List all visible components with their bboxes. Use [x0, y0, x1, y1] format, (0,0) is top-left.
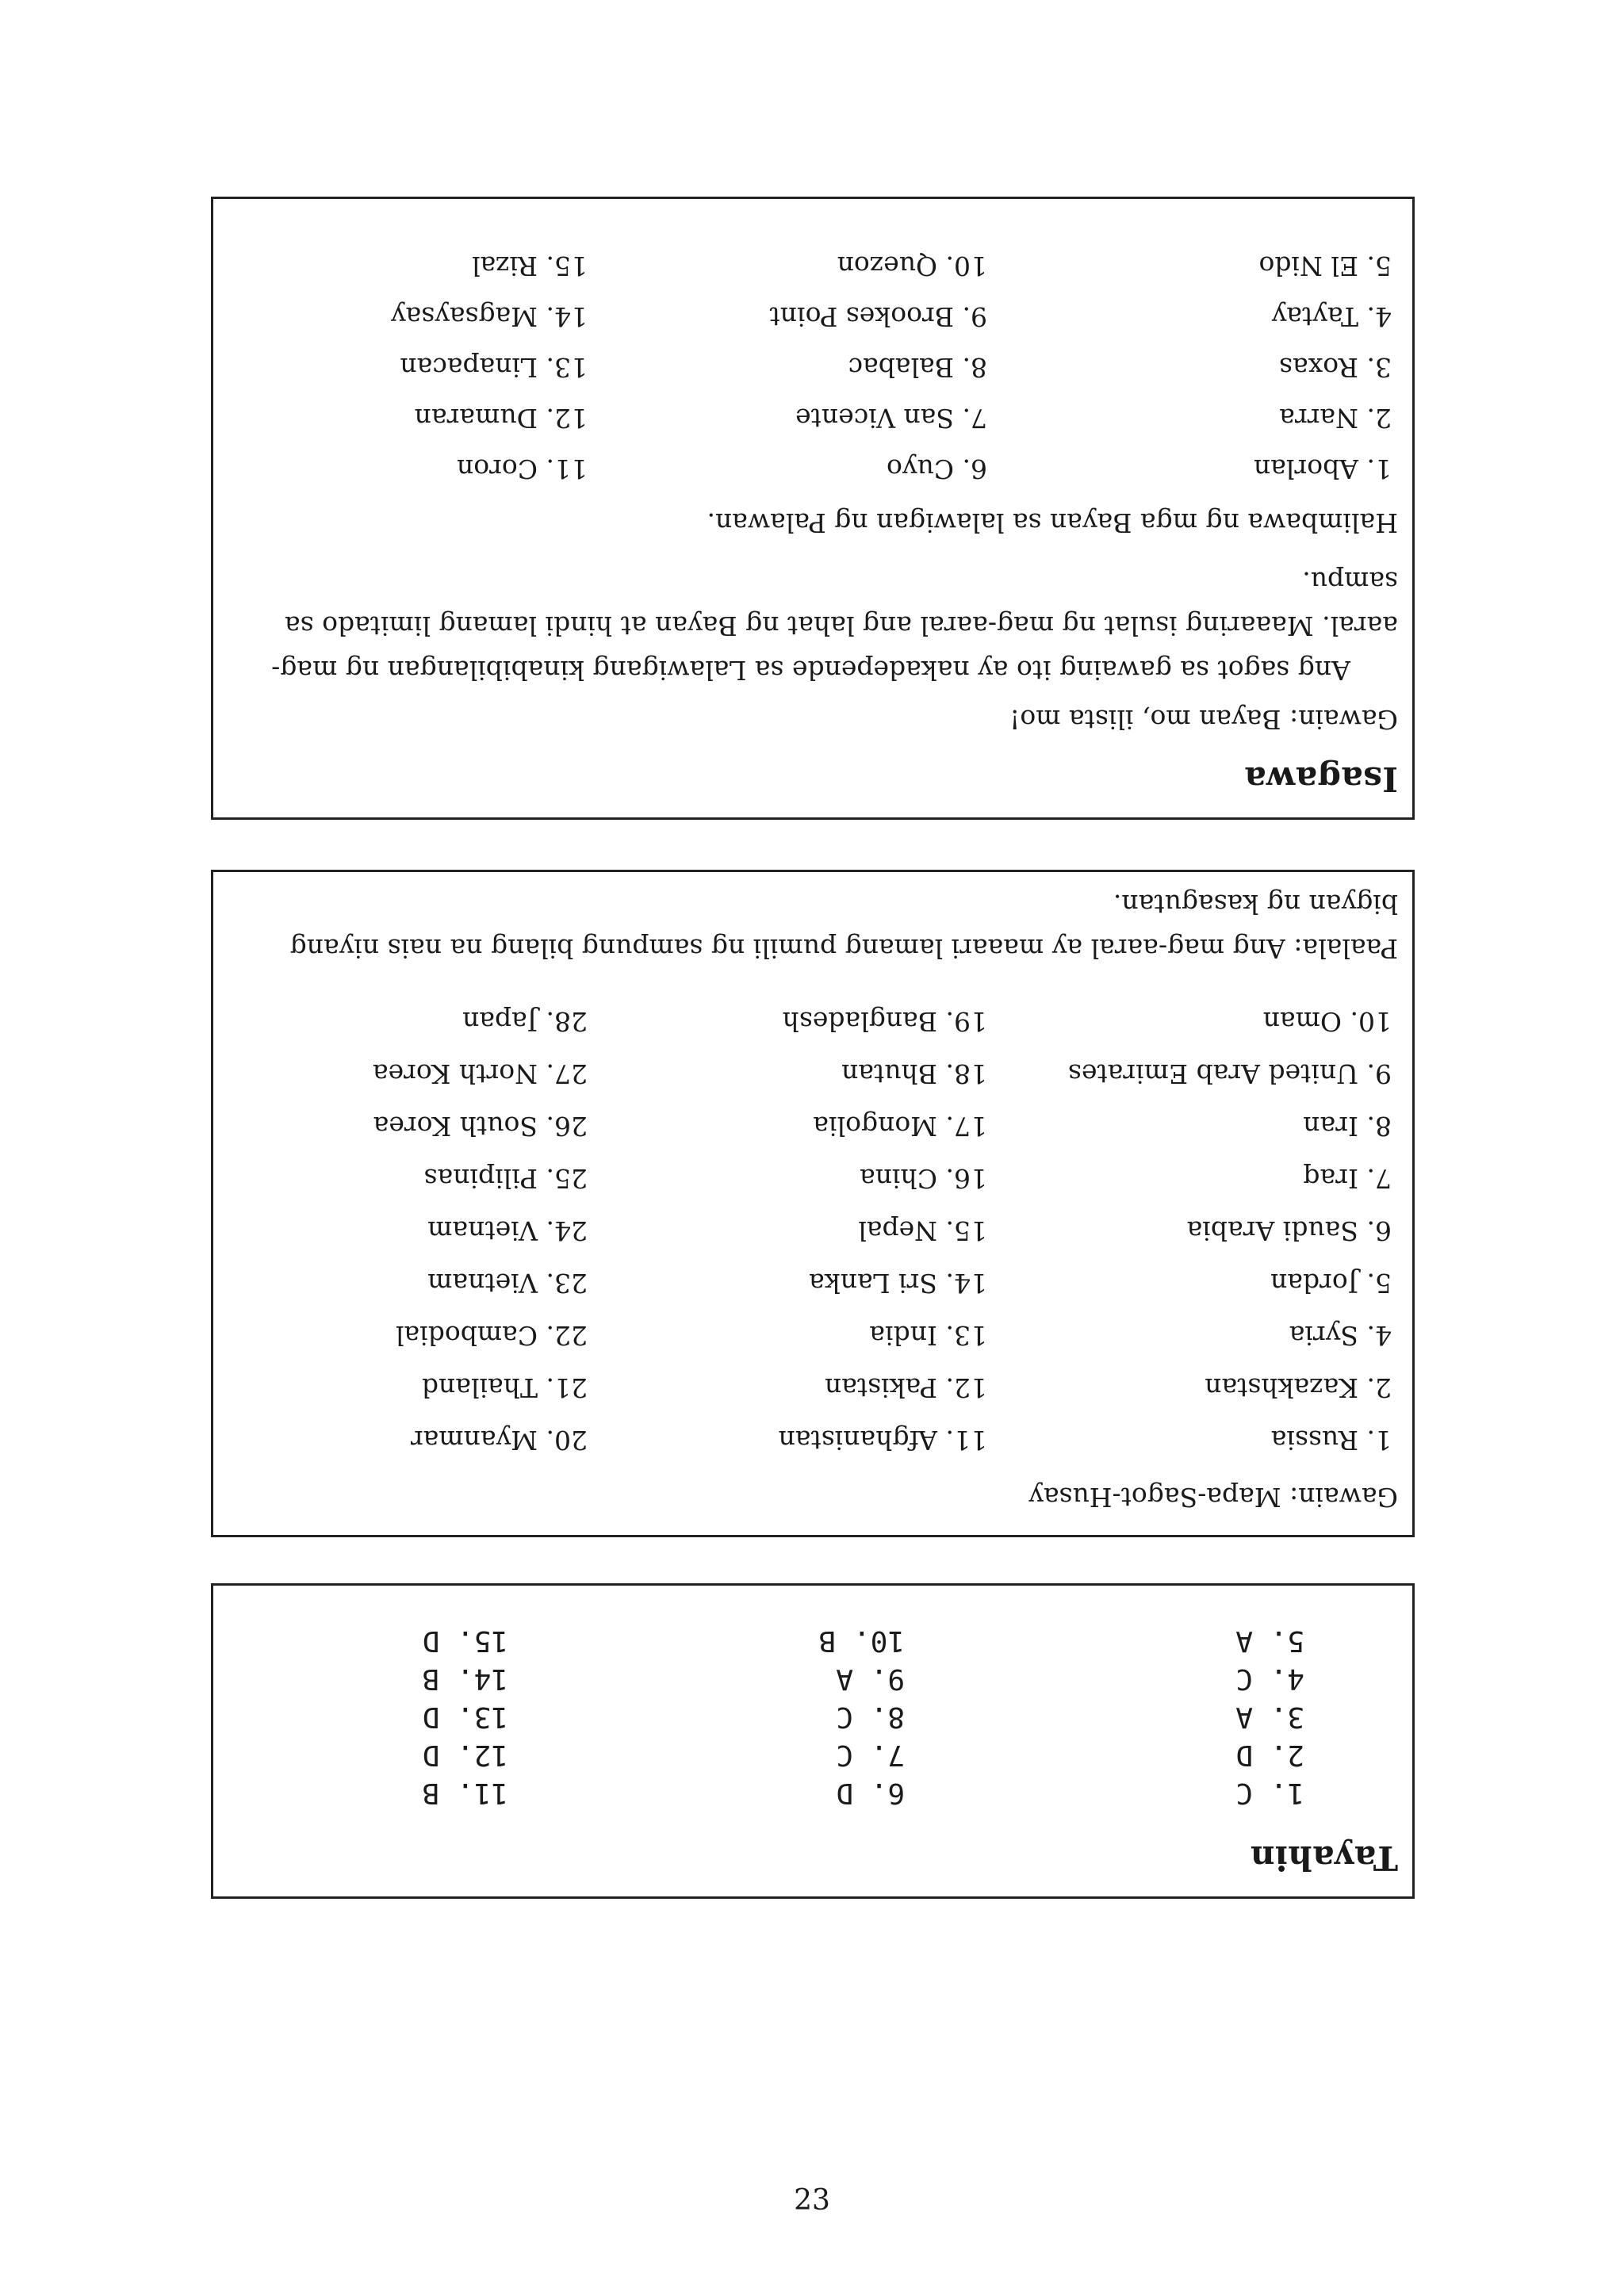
list-item: 24. Vietnam — [427, 1215, 588, 1246]
list-item: 8. Iran — [1303, 1111, 1392, 1142]
list-item: 6. Cuyo — [887, 453, 987, 484]
isagawa-box — [211, 197, 1415, 820]
list-item: 26. South Korea — [373, 1111, 588, 1142]
answer-item: 7. C — [836, 1739, 905, 1771]
list-item: 15. Nepal — [858, 1215, 987, 1246]
list-item: 19. Bangladesh — [782, 1006, 987, 1037]
answer-item: 3. A — [1235, 1701, 1304, 1733]
answer-item: 5. A — [1235, 1624, 1304, 1657]
list-item: 11. Coron — [457, 453, 588, 484]
isagawa-paragraph: Ang sagot sa gawaing ito ay nakadepende sa Lalawigang kinabibilangan ng mag-aaral. Maaaring isulat ng mag-aaral ang lahat ng Bayan at hindi lamang limitado sa sampu. — [271, 566, 1398, 686]
page-number: 23 — [794, 2184, 830, 2217]
list-item: 10. Quezon — [837, 251, 987, 281]
answer-item: 6. D — [836, 1777, 905, 1809]
answer-item: 10. B — [818, 1624, 905, 1657]
list-item: 11. Afghanistan — [778, 1425, 987, 1456]
list-item: 1. Aborlan — [1253, 453, 1392, 484]
answer-item: 1. C — [1235, 1777, 1304, 1809]
list-item: 6. Saudi Arabia — [1186, 1215, 1392, 1246]
list-item: 12. Pakistan — [824, 1372, 987, 1403]
list-item: 9. Brookes Point — [769, 301, 987, 332]
list-item: 23. Vietnam — [427, 1268, 588, 1299]
list-item: 28. Japan — [462, 1006, 588, 1037]
answer-item: 8. C — [836, 1701, 905, 1733]
answer-item: 11. B — [422, 1777, 508, 1809]
list-item: 12. Dumaran — [414, 403, 588, 434]
answer-item: 4. C — [1235, 1663, 1304, 1695]
mapa-task: Gawain: Mapa-Sagot-Husay — [1028, 1482, 1398, 1513]
list-item: 4. Taytay — [1271, 301, 1392, 332]
list-item: 10. Oman — [1262, 1006, 1392, 1037]
list-item: 21. Thailand — [421, 1372, 588, 1403]
tayahin-heading: Tayahin — [1250, 1839, 1398, 1877]
list-item: 1. Russia — [1270, 1425, 1392, 1456]
list-item: 16. China — [860, 1163, 987, 1194]
answer-item: 9. A — [836, 1663, 905, 1695]
list-item: 3. Roxas — [1279, 352, 1392, 383]
list-item: 7. Iraq — [1303, 1163, 1392, 1194]
list-item: 14. Magsaysay — [390, 301, 588, 332]
mapa-sagot-husay-box — [211, 870, 1415, 1537]
list-item: 25. Pilipinas — [423, 1163, 588, 1194]
list-item: 13. Linapacan — [400, 352, 588, 383]
list-item: 5. El Nido — [1258, 251, 1392, 281]
list-item: 2. Kazakhstan — [1205, 1372, 1392, 1403]
list-item: 15. Rizal — [472, 251, 588, 281]
list-item: 5. Jordan — [1270, 1268, 1392, 1299]
isagawa-example-label: Halimbawa ng mga Bayan sa lalawigan ng Palawan. — [707, 507, 1398, 538]
list-item: 22. Cambodial — [395, 1320, 588, 1351]
answer-item: 15. D — [422, 1624, 508, 1657]
answer-item: 12. D — [422, 1739, 508, 1771]
list-item: 14. Sri Lanka — [809, 1268, 987, 1299]
isagawa-heading: Isagawa — [1244, 760, 1398, 798]
list-item: 27. North Korea — [372, 1058, 588, 1089]
answer-item: 14. B — [422, 1663, 508, 1695]
list-item: 13. India — [869, 1320, 987, 1351]
list-item: 4. Syria — [1289, 1320, 1392, 1351]
list-item: 8. Balabac — [848, 352, 987, 383]
list-item: 2. Narra — [1279, 403, 1392, 434]
list-item: 20. Myanmar — [410, 1425, 588, 1456]
tayahin-box — [211, 1583, 1415, 1899]
list-item: 9. United Arab Emirates — [1067, 1058, 1392, 1089]
list-item: 18. Bhutan — [841, 1058, 987, 1089]
list-item: 17. Mongolia — [813, 1111, 987, 1142]
answer-item: 13. D — [422, 1701, 508, 1733]
mapa-note: Paalala: Ang mag-aaral ay maaari lamang pumili ng sampung bilang na nais niyang bigyan ng kasagutan. — [289, 889, 1398, 964]
list-item: 7. San Vicente — [795, 403, 987, 434]
isagawa-task: Gawain: Bayan mo, ilista mo! — [1009, 704, 1398, 735]
answer-item: 2. D — [1235, 1739, 1304, 1771]
